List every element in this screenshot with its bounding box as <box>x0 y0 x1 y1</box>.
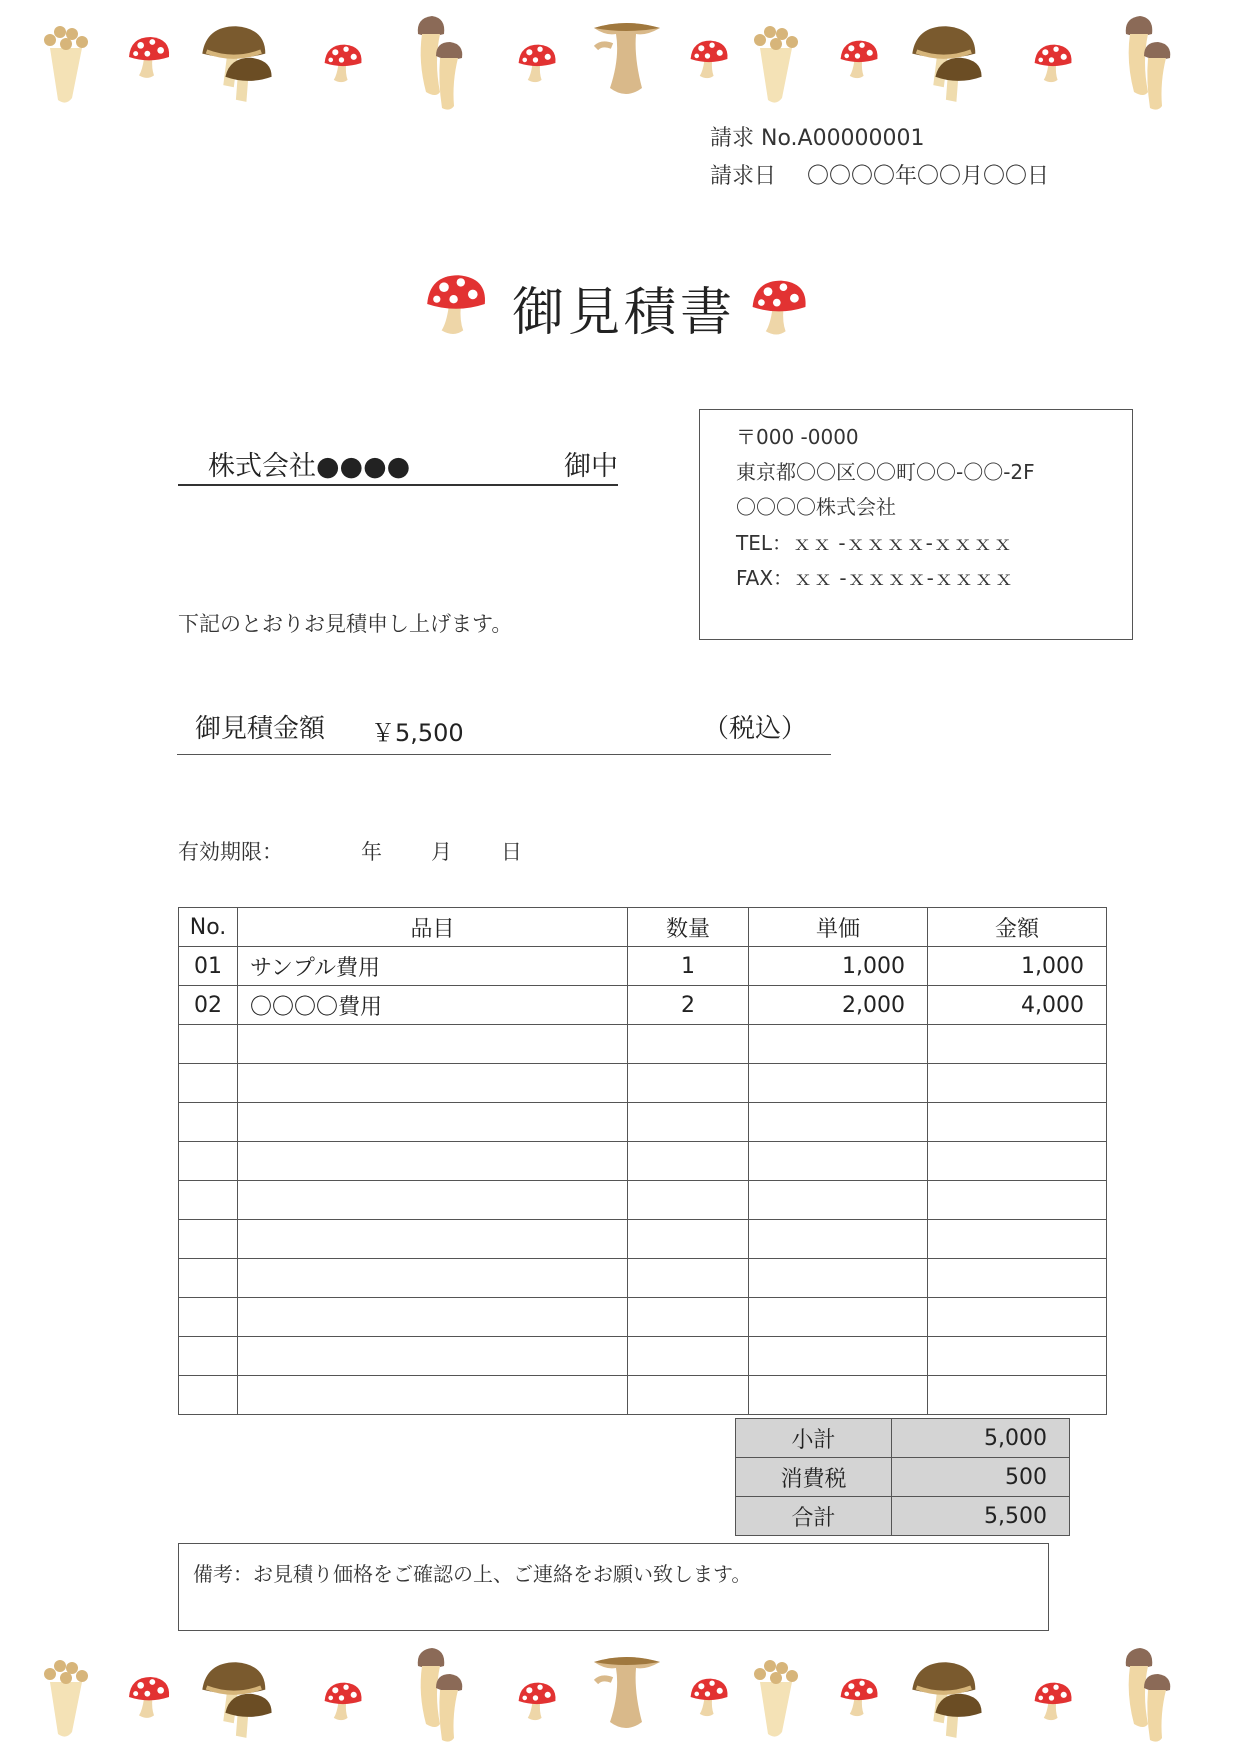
row-unit-price <box>749 1064 928 1103</box>
row-item <box>238 1337 628 1376</box>
row-quantity <box>628 1337 749 1376</box>
row-no <box>179 1376 238 1415</box>
shiitake-icon <box>196 1656 280 1740</box>
items-table <box>178 907 1107 1415</box>
invoice-number: 請求 No.A00000001 <box>710 126 925 151</box>
table-row <box>179 1337 1107 1376</box>
shiitake-icon <box>196 20 280 104</box>
table-row <box>179 1220 1107 1259</box>
row-unit-price <box>749 1298 928 1337</box>
amanita-icon <box>1030 1678 1076 1724</box>
invoice-date-label: 請求日 <box>710 164 777 189</box>
table-row <box>179 1103 1107 1142</box>
invoice-date-value: 〇〇〇〇年〇〇月〇〇日 <box>807 164 1050 189</box>
row-no <box>179 1337 238 1376</box>
subtotal-value: 5,000 <box>892 1419 1070 1458</box>
header-unit-price: 単価 <box>749 908 928 947</box>
estimate-amount <box>177 700 831 755</box>
validity-month: 月 <box>431 840 452 864</box>
header-no: No. <box>179 908 238 947</box>
row-unit-price <box>749 1142 928 1181</box>
table-row <box>179 986 1107 1025</box>
recipient-honorific: 御中 <box>564 451 618 482</box>
eryngii-icon <box>408 12 468 112</box>
row-amount: 4,000 <box>928 986 1107 1025</box>
row-quantity: 1 <box>628 947 749 986</box>
row-no <box>179 1259 238 1298</box>
king-oyster-icon <box>586 18 666 108</box>
table-row <box>179 1259 1107 1298</box>
row-unit-price <box>749 1103 928 1142</box>
row-item <box>238 1220 628 1259</box>
amanita-icon <box>686 1674 732 1720</box>
tax-row <box>736 1458 1070 1497</box>
tax-note: （税込） <box>703 714 808 744</box>
row-quantity <box>628 1142 749 1181</box>
table-row <box>179 1376 1107 1415</box>
amanita-icon <box>836 1674 882 1720</box>
row-amount <box>928 1064 1107 1103</box>
tax-value: 500 <box>892 1458 1070 1497</box>
row-amount <box>928 1337 1107 1376</box>
row-amount <box>928 1376 1107 1415</box>
top-decoration-border <box>0 0 1241 110</box>
row-no <box>179 1142 238 1181</box>
row-item <box>238 1259 628 1298</box>
row-no <box>179 1298 238 1337</box>
enoki-icon <box>36 18 96 108</box>
enoki-icon <box>746 18 806 108</box>
row-quantity <box>628 1376 749 1415</box>
row-quantity <box>628 1103 749 1142</box>
row-amount <box>928 1220 1107 1259</box>
row-quantity <box>628 1298 749 1337</box>
sender-address: 東京都〇〇区〇〇町〇〇-〇〇-2F <box>736 460 1035 484</box>
recipient-company: 株式会社●●●● <box>208 451 411 482</box>
row-unit-price <box>749 1259 928 1298</box>
amanita-icon <box>124 1672 174 1722</box>
row-item <box>238 1142 628 1181</box>
row-no: 02 <box>179 986 238 1025</box>
king-oyster-icon <box>586 1652 666 1742</box>
row-quantity <box>628 1181 749 1220</box>
row-unit-price: 2,000 <box>749 986 928 1025</box>
row-item: 〇〇〇〇費用 <box>238 986 628 1025</box>
total-label: 合計 <box>736 1497 892 1536</box>
row-amount <box>928 1298 1107 1337</box>
totals-table <box>735 1418 1070 1536</box>
sender-fax: FAX：ｘｘ -ｘｘｘｘ-ｘｘｘｘ <box>736 566 1014 590</box>
row-amount <box>928 1259 1107 1298</box>
table-row <box>179 947 1107 986</box>
total-value: 5,500 <box>892 1497 1070 1536</box>
row-quantity: 2 <box>628 986 749 1025</box>
row-no: 01 <box>179 947 238 986</box>
eryngii-icon <box>1116 1644 1176 1744</box>
row-quantity <box>628 1025 749 1064</box>
row-amount <box>928 1103 1107 1142</box>
validity-day: 日 <box>501 840 522 864</box>
validity-label: 有効期限： <box>178 840 283 864</box>
row-unit-price <box>749 1025 928 1064</box>
amount-value: ￥5,500 <box>371 719 464 747</box>
total-row <box>736 1497 1070 1536</box>
row-item <box>238 1025 628 1064</box>
row-unit-price <box>749 1376 928 1415</box>
amanita-icon <box>514 40 560 86</box>
row-amount: 1,000 <box>928 947 1107 986</box>
row-no <box>179 1025 238 1064</box>
row-no <box>179 1064 238 1103</box>
row-item <box>238 1064 628 1103</box>
amount-label: 御見積金額 <box>195 714 326 744</box>
validity-year: 年 <box>361 840 382 864</box>
recipient-block <box>178 440 618 486</box>
sender-box <box>699 409 1133 640</box>
bottom-decoration-border <box>0 1638 1241 1748</box>
row-quantity <box>628 1259 749 1298</box>
header-quantity: 数量 <box>628 908 749 947</box>
header-amount: 金額 <box>928 908 1107 947</box>
row-amount <box>928 1142 1107 1181</box>
row-item <box>238 1181 628 1220</box>
page-title: 御見積書 <box>512 283 737 343</box>
sender-postal: 〒000 -0000 <box>736 425 859 449</box>
amanita-icon <box>1030 40 1076 86</box>
amanita-icon <box>320 1678 366 1724</box>
items-body <box>179 947 1107 1415</box>
remarks-box <box>178 1543 1049 1631</box>
amanita-icon <box>686 36 732 82</box>
row-item <box>238 1298 628 1337</box>
table-header-row <box>179 908 1107 947</box>
intro-text: 下記のとおりお見積申し上げます。 <box>178 612 513 636</box>
amanita-icon <box>746 274 812 340</box>
table-row <box>179 1025 1107 1064</box>
subtotal-row <box>736 1419 1070 1458</box>
row-amount <box>928 1181 1107 1220</box>
row-unit-price: 1,000 <box>749 947 928 986</box>
row-item: サンプル費用 <box>238 947 628 986</box>
shiitake-icon <box>906 20 990 104</box>
title-area <box>0 270 1241 350</box>
subtotal-label: 小計 <box>736 1419 892 1458</box>
row-no <box>179 1220 238 1259</box>
enoki-icon <box>746 1652 806 1742</box>
header-item: 品目 <box>238 908 628 947</box>
eryngii-icon <box>1116 12 1176 112</box>
amanita-icon <box>420 268 492 340</box>
remarks-text: 備考：お見積り価格をご確認の上、ご連絡をお願い致します。 <box>193 1562 752 1586</box>
amanita-icon <box>320 40 366 86</box>
amanita-icon <box>514 1678 560 1724</box>
tax-label: 消費税 <box>736 1458 892 1497</box>
row-no <box>179 1103 238 1142</box>
enoki-icon <box>36 1652 96 1742</box>
row-unit-price <box>749 1337 928 1376</box>
row-amount <box>928 1025 1107 1064</box>
amanita-icon <box>124 32 174 82</box>
row-item <box>238 1376 628 1415</box>
table-row <box>179 1298 1107 1337</box>
table-row <box>179 1181 1107 1220</box>
table-row <box>179 1064 1107 1103</box>
row-unit-price <box>749 1220 928 1259</box>
row-quantity <box>628 1220 749 1259</box>
sender-company: 〇〇〇〇株式会社 <box>736 495 896 519</box>
row-unit-price <box>749 1181 928 1220</box>
invoice-meta <box>710 120 1049 196</box>
sender-tel: TEL：ｘｘ -ｘｘｘｘ-ｘｘｘｘ <box>736 531 1013 555</box>
row-item <box>238 1103 628 1142</box>
eryngii-icon <box>408 1644 468 1744</box>
shiitake-icon <box>906 1656 990 1740</box>
row-no <box>179 1181 238 1220</box>
row-quantity <box>628 1064 749 1103</box>
table-row <box>179 1142 1107 1181</box>
amanita-icon <box>836 36 882 82</box>
